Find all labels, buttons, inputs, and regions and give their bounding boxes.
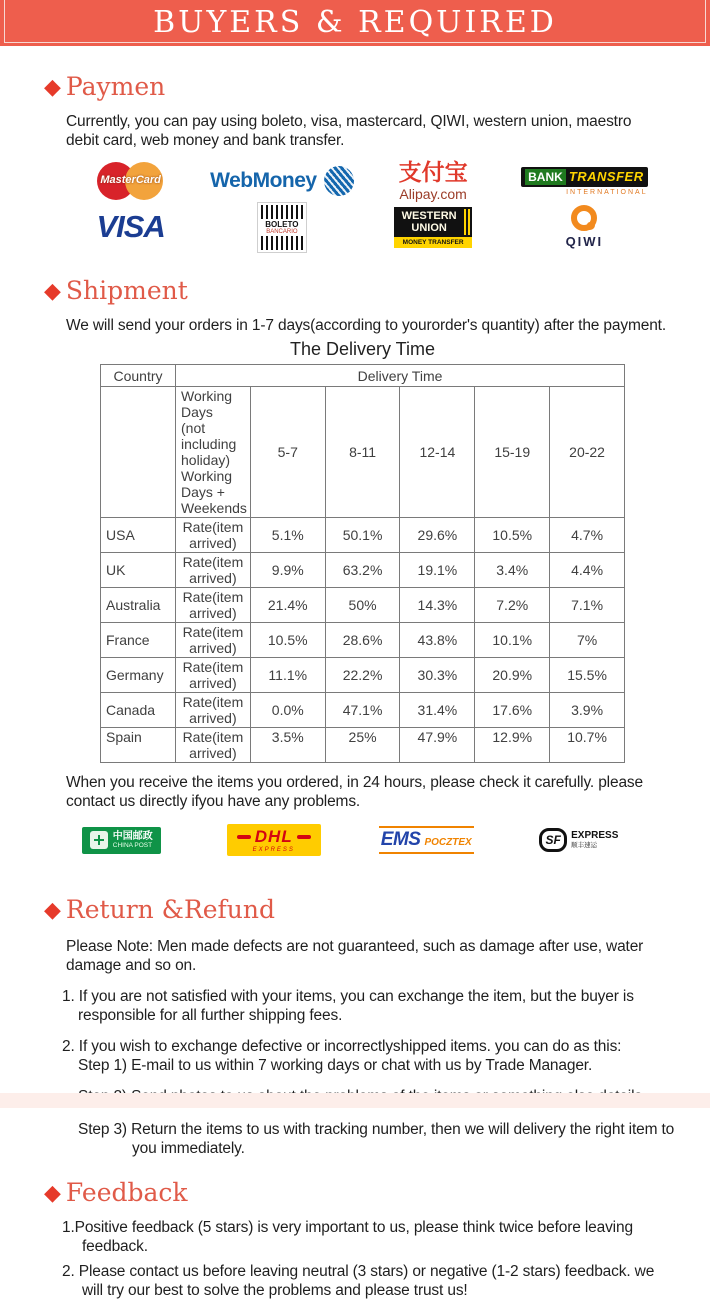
alipay-chinese-label: 支付宝 bbox=[398, 159, 468, 185]
return-item-2: 2. If you wish to exchange defective or incorrectlyshipped items. you can do as this: bbox=[62, 1038, 622, 1055]
table-row: France Rate(item arrived) 10.5% 28.6% 43.8% 10.1% 7% bbox=[101, 623, 625, 658]
footer-strip bbox=[0, 1093, 710, 1108]
western-union-line1: WESTERN bbox=[401, 209, 457, 222]
shipment-check-note: When you receive the items you ordered, in 24 hours, please check it carefully. please contact us directly ifyou have any problems. bbox=[66, 774, 643, 810]
ems-logo bbox=[350, 819, 503, 861]
webmoney-logo bbox=[206, 158, 357, 204]
alipay-label: Alipay.com bbox=[399, 186, 467, 202]
dhl-speed-bar-icon bbox=[297, 835, 311, 839]
return-item-1: 1. If you are not satisfied with your items, you can exchange the item, but the buyer is responsible for all further shipping fees. bbox=[62, 988, 634, 1024]
shipment-description: We will send your orders in 1-7 days(according to yourorder's quantity) after the payment. bbox=[66, 317, 666, 334]
dhl-logo bbox=[198, 819, 351, 861]
shipment-section-heading bbox=[44, 276, 710, 310]
delivery-time-table bbox=[100, 364, 625, 763]
bank-transfer-logo bbox=[509, 158, 660, 204]
payment-logos bbox=[55, 158, 660, 250]
qiwi-label: QIWI bbox=[565, 234, 604, 249]
return-refund-section-heading bbox=[44, 895, 710, 929]
page-title: BUYERS & REQUIRED bbox=[153, 4, 557, 40]
webmoney-label: WebMoney bbox=[210, 169, 317, 192]
table-row: Australia Rate(item arrived) 21.4% 50% 14.3% 7.2% 7.1% bbox=[101, 588, 625, 623]
barcode-icon bbox=[261, 236, 303, 250]
bank-transfer-word1: BANK bbox=[525, 169, 566, 185]
feedback-heading-label: Feedback bbox=[65, 1178, 188, 1207]
return-step-1: Step 1) E-mail to us within 7 working days or chat with us by Trade Manager. bbox=[78, 1057, 593, 1074]
boleto-logo bbox=[206, 204, 357, 250]
western-union-logo bbox=[358, 204, 509, 250]
diamond-bullet-icon: ◆ bbox=[44, 74, 61, 99]
boleto-word2: BANCARIO bbox=[266, 228, 298, 235]
sf-badge-icon: SF bbox=[539, 828, 567, 852]
header-banner bbox=[0, 0, 710, 46]
table-subheader-row bbox=[101, 387, 625, 518]
day-range: 5-7 bbox=[250, 387, 325, 518]
mastercard-icon bbox=[97, 160, 165, 202]
alipay-logo bbox=[358, 158, 509, 204]
feedback-item-1: 1.Positive feedback (5 stars) is very important to us, please think twice before leaving feedback. bbox=[62, 1219, 633, 1255]
visa-label: VISA bbox=[96, 209, 165, 244]
webmoney-globe-icon bbox=[324, 166, 354, 196]
method-cell: Working Days (not including holiday) Working Days + Weekends bbox=[176, 387, 251, 518]
mastercard-logo bbox=[55, 158, 206, 204]
feedback-section-heading bbox=[44, 1178, 710, 1212]
day-range: 20-22 bbox=[550, 387, 625, 518]
table-row: USA Rate(item arrived) 5.1% 50.1% 29.6% 10.5% 4.7% bbox=[101, 518, 625, 553]
diamond-bullet-icon: ◆ bbox=[44, 1180, 61, 1205]
payment-section-heading bbox=[44, 72, 710, 106]
return-step-3: Step 3) Return the items to us with tracking number, then we will delivery the right item to you immediately. bbox=[78, 1121, 675, 1157]
payment-description: Currently, you can pay using boleto, visa, mastercard, QIWI, western union, maestro debit card, web money and bank transfer. bbox=[66, 113, 632, 149]
table-header-row bbox=[101, 365, 625, 387]
barcode-icon bbox=[261, 205, 303, 219]
header-country: Country bbox=[101, 365, 176, 387]
dhl-sub-label: EXPRESS bbox=[252, 847, 295, 853]
mastercard-label: MasterCard bbox=[100, 174, 161, 186]
western-union-sub: MONEY TRANSFER bbox=[394, 237, 472, 248]
bank-transfer-sub: INTERNATIONAL bbox=[566, 188, 648, 196]
ems-sub-label: POCZTEX bbox=[424, 837, 472, 848]
visa-logo bbox=[55, 204, 206, 250]
day-range: 15-19 bbox=[475, 387, 550, 518]
sf-chinese-label: 顺丰速运 bbox=[571, 841, 598, 849]
dhl-speed-bar-icon bbox=[237, 835, 251, 839]
sf-express-logo bbox=[503, 819, 656, 861]
china-post-emblem-icon bbox=[90, 831, 108, 849]
table-row: Canada Rate(item arrived) 0.0% 47.1% 31.4% 17.6% 3.9% bbox=[101, 693, 625, 728]
day-range: 12-14 bbox=[400, 387, 475, 518]
table-row: Germany Rate(item arrived) 11.1% 22.2% 30.3% 20.9% 15.5% bbox=[101, 658, 625, 693]
ems-label: EMS bbox=[380, 829, 421, 850]
feedback-item-2: 2. Please contact us before leaving neutral (3 stars) or negative (1-2 stars) feedback. we will try our best to solve the problems and please trust us! bbox=[62, 1263, 655, 1299]
bank-transfer-word2: TRANSFER bbox=[568, 169, 644, 184]
payment-heading-label: Paymen bbox=[65, 72, 166, 101]
day-range: 8-11 bbox=[325, 387, 400, 518]
return-note: Please Note: Men made defects are not guaranteed, such as damage after use, water damage and so on. bbox=[66, 938, 644, 974]
china-post-label: CHINA POST bbox=[112, 841, 153, 849]
qiwi-logo bbox=[509, 204, 660, 250]
table-row: Spain Rate(item arrived) 3.5% 25% 47.9% 12.9% 10.7% bbox=[101, 728, 625, 763]
table-row: UK Rate(item arrived) 9.9% 63.2% 19.1% 3.4% 4.4% bbox=[101, 553, 625, 588]
delivery-table-title: The Delivery Time bbox=[289, 339, 436, 359]
sf-express-label: EXPRESS bbox=[571, 829, 619, 841]
china-post-chinese-label: 中国邮政 bbox=[112, 830, 153, 842]
header-delivery-time: Delivery Time bbox=[176, 365, 625, 387]
diamond-bullet-icon: ◆ bbox=[44, 278, 61, 303]
diamond-bullet-icon: ◆ bbox=[44, 897, 61, 922]
china-post-logo bbox=[45, 819, 198, 861]
western-union-line2: UNION bbox=[411, 221, 447, 234]
qiwi-ring-icon bbox=[571, 205, 597, 231]
return-refund-heading-label: Return &Refund bbox=[65, 895, 276, 924]
shipment-heading-label: Shipment bbox=[65, 276, 188, 305]
boleto-word1: BOLETO bbox=[265, 219, 299, 229]
dhl-label: DHL bbox=[254, 827, 293, 846]
courier-logos bbox=[45, 819, 655, 861]
